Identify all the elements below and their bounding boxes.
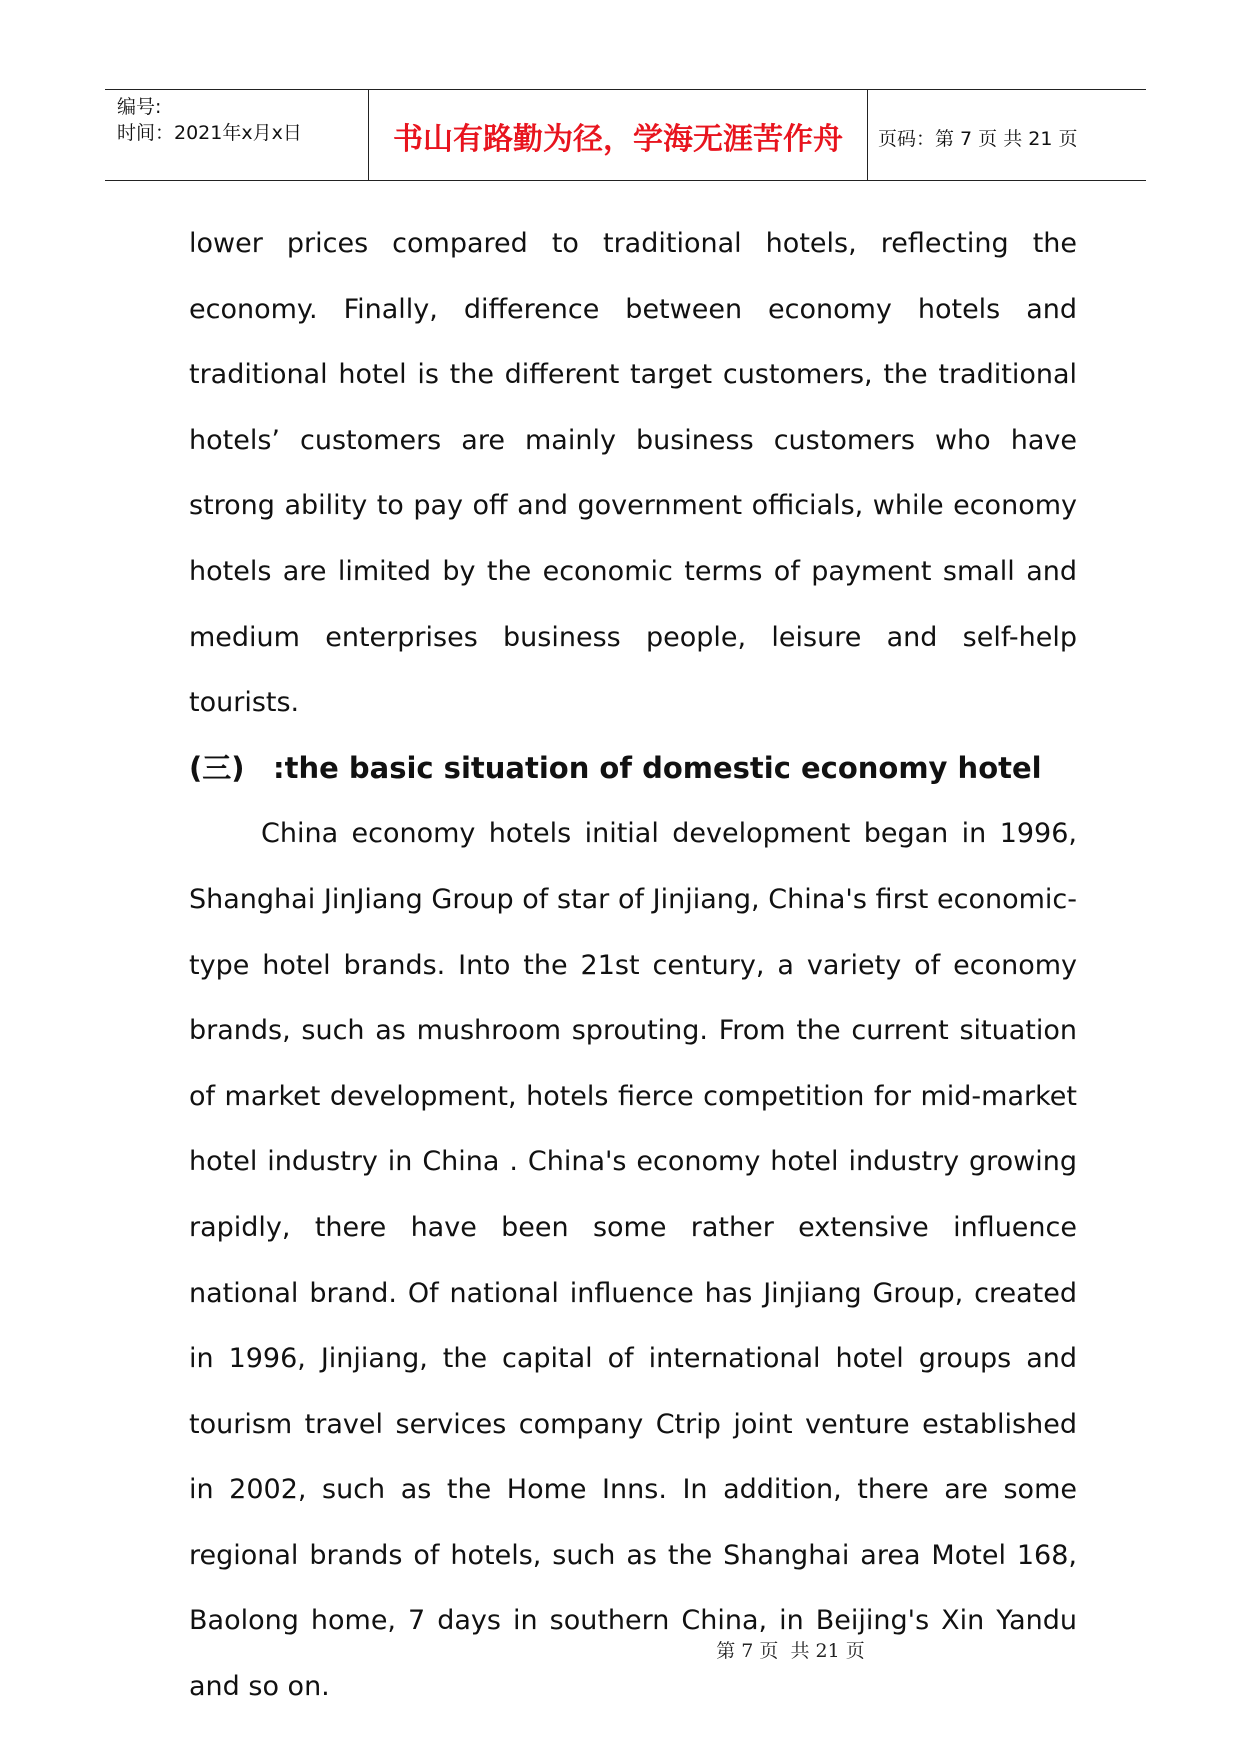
body-paragraph-2: China economy hotels initial development began in 1996, Shanghai JinJiang Group of star of Jinjiang, China's first economic-type hotel brands. Into the 21st century, a variety of economy brands, such as mushroom sprouting. From the current situation of market development, hotels fierce competition for mid-market hotel industry in China . China's economy hotel industry growing rapidly, there have been some rather extensive influence national brand. Of national influence has Jinjiang Group, created in 1996, Jinjiang, the capital of international hotel groups and tourism travel services company Ctrip joint venture established in 2002, such as the Home Inns. In addition, there are some regional brands of hotels, such as the Shanghai area Motel 168, Baolong home, 7 days in southern China, in Beijing's Xin Yandu and so on. — [189, 818, 1077, 1703]
body-paragraph-1: lower prices compared to traditional hotels, reflecting the economy. Finally, difference between economy hotels and traditional hotel is the different target customers, the traditional hotels’ customers are mainly business customers who have strong ability to pay off and government officials, while economy hotels are limited by the economic terms of payment small and medium enterprises business people, leisure and self-help tourists. — [189, 228, 1077, 719]
date-label: 时间：2021年x月x日 — [117, 122, 302, 144]
page-header — [105, 89, 1146, 181]
section-number: (三) — [189, 750, 245, 785]
header-motto: 书山有路勤为径，学海无涯苦作舟 — [393, 122, 843, 157]
header-info-cell — [105, 90, 369, 180]
header-motto-cell — [369, 90, 868, 180]
header-page-code: 页码：第 7 页 共 21 页 — [878, 128, 1078, 150]
serial-number-label: 编号: — [117, 96, 162, 118]
header-page-cell — [868, 90, 1146, 180]
section-heading — [189, 736, 1077, 802]
document-body — [189, 211, 1077, 1720]
section-title: :the basic situation of domestic economy hotel — [273, 750, 1042, 785]
page-footer: 第 7 页 共 21 页 — [716, 1640, 865, 1662]
